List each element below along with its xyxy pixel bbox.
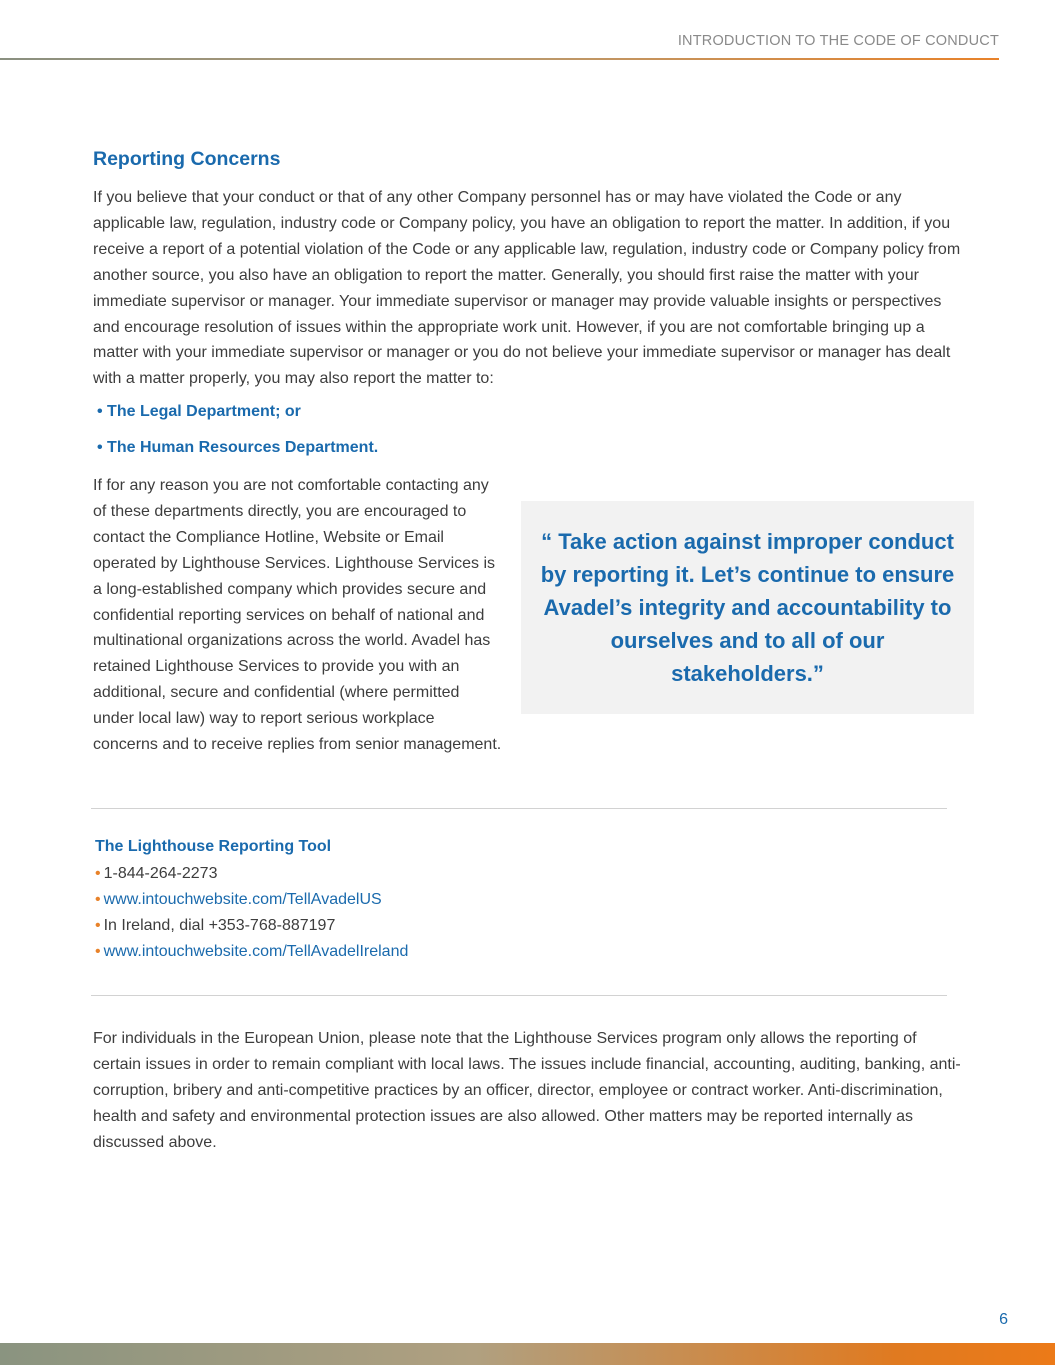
ireland-website-link[interactable]: www.intouchwebsite.com/TellAvadelIreland bbox=[103, 943, 409, 960]
section-heading: Reporting Concerns bbox=[93, 148, 281, 170]
divider-top bbox=[91, 808, 947, 809]
reporting-tool-ireland-link[interactable] bbox=[95, 939, 408, 965]
intro-paragraph: If you believe that your conduct or that of any other Company personnel has or may have violated the Code or any applicable law, regulation, industry code or Company policy, you have an obligation to report the matter. In addition, if you receive a report of a potential violation of the Code or any applicable law, regulation, industry code or Company policy from another source, you also have an obligation to report the matter. Generally, you should first raise the matter with your immediate supervisor or manager. Your immediate supervisor or manager may provide valuable insights or perspectives and encourage resolution of issues within the appropriate work unit. However, if you are not comfortable bringing up a matter with your immediate supervisor or manager or you do not believe your immediate supervisor or manager has dealt with a matter properly, you may also report the matter to: bbox=[93, 189, 961, 388]
reporting-tool-list bbox=[95, 861, 408, 965]
pull-quote-text: “ Take action against improper conduct by reporting it. Let’s continue to ensure Avadel’s integrity and accountability to ourselves and to all of our stakeholders.” bbox=[540, 529, 955, 686]
reporting-tool-phone[interactable] bbox=[95, 861, 408, 887]
bullet-icon: • bbox=[95, 917, 101, 934]
bullet-icon: • bbox=[95, 865, 101, 882]
pull-quote bbox=[521, 501, 974, 714]
hotline-paragraph: If for any reason you are not comfortable contacting any of these departments directly, you are encouraged to contact the Compliance Hotline, Website or Email operated by Lighthouse Services. Lighthouse Services is a long-established company which provides secure and confidential reporting services on behalf of national and multinational organizations across the world. Avadel has retained Lighthouse Services to provide you with an additional, secure and confidential (where permitted under local law) way to report serious workplace concerns and to receive replies from senior management. bbox=[93, 477, 502, 754]
department-item-hr: • The Human Resources Department. bbox=[97, 439, 379, 456]
bullet-icon: • bbox=[95, 943, 101, 960]
reporting-tool-us-link[interactable] bbox=[95, 887, 408, 913]
us-website-link[interactable]: www.intouchwebsite.com/TellAvadelUS bbox=[103, 891, 382, 908]
department-item-legal: • The Legal Department; or bbox=[97, 403, 301, 420]
bullet-icon: • bbox=[95, 891, 101, 908]
reporting-tool-ireland-phone[interactable] bbox=[95, 913, 408, 939]
ireland-phone: In Ireland, dial +353-768-887197 bbox=[103, 917, 336, 934]
phone-number: 1-844-264-2273 bbox=[103, 865, 218, 882]
reporting-tool-heading: The Lighthouse Reporting Tool bbox=[95, 838, 332, 855]
footer-bar bbox=[0, 1343, 1055, 1365]
header-rule bbox=[0, 58, 999, 60]
page-number: 6 bbox=[999, 1311, 1008, 1328]
divider-bottom bbox=[91, 995, 947, 996]
running-header: INTRODUCTION TO THE CODE OF CONDUCT bbox=[677, 33, 999, 49]
eu-note-paragraph: For individuals in the European Union, please note that the Lighthouse Services program only allows the reporting of certain issues in order to remain compliant with local laws. The issues include financial, accounting, auditing, banking, anti-corruption, bribery and anti-competitive practices by an officer, director, employee or contract worker. Anti-discrimination, health and safety and environmental protection issues are also allowed. Other matters may be reported internally as discussed above. bbox=[93, 1030, 961, 1151]
